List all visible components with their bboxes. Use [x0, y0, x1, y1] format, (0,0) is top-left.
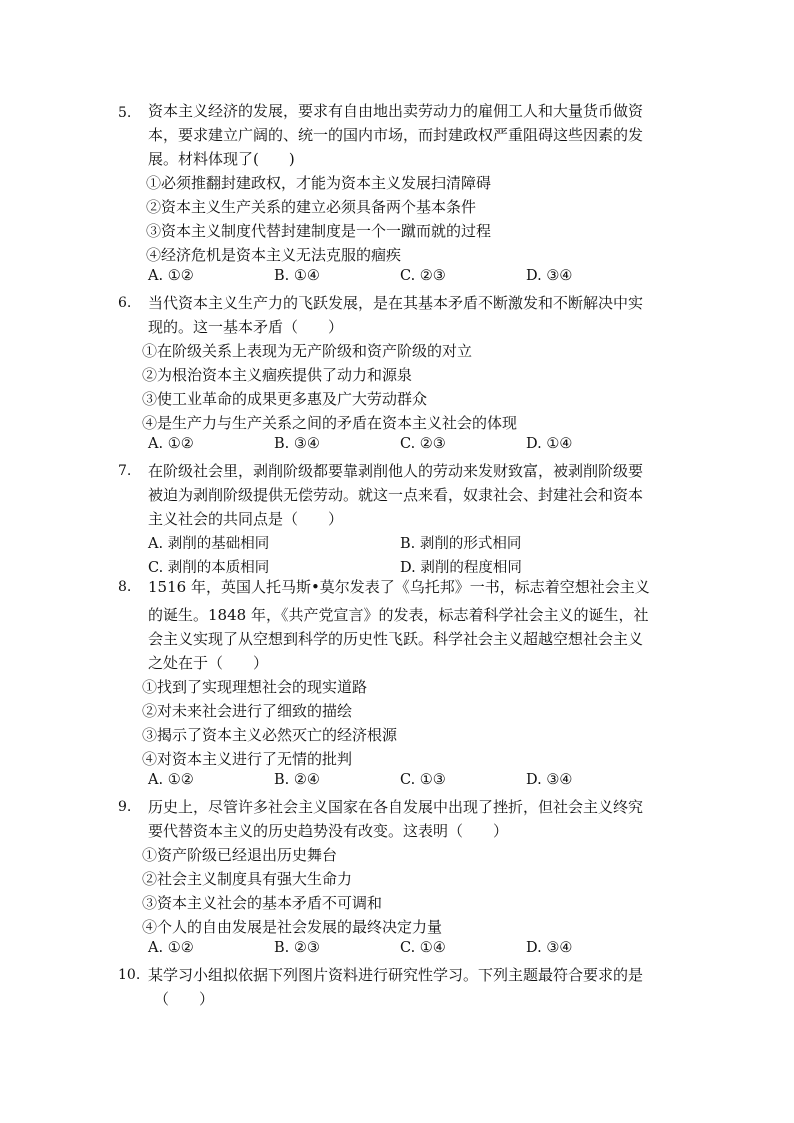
question-7	[118, 460, 678, 578]
question-text-line: 1516 年，英国人托马斯•莫尔发表了《乌托邦》一书，标志着空想社会主义	[148, 578, 650, 596]
statement-item: ②对未来社会进行了细致的描绘	[142, 702, 353, 720]
option-b[interactable]: B. ③④	[274, 436, 320, 452]
question-number: 7.	[118, 463, 132, 479]
question-text-line: （ ）	[154, 990, 215, 1008]
statement-item: ④是生产力与生产关系之间的矛盾在资本主义社会的体现	[142, 414, 518, 432]
statement-item: ①必须推翻封建政权，才能为资本主义发展扫清障碍	[146, 174, 492, 192]
question-text-line: 主义社会的共同点是（ ）	[148, 510, 344, 528]
statement-item: ④个人的自由发展是社会发展的最终决定力量	[142, 918, 443, 936]
option-d[interactable]: D. ③④	[526, 940, 573, 956]
question-text-line: 当代资本主义生产力的飞跃发展，是在其基本矛盾不断激发和不断解决中实	[148, 294, 644, 312]
question-text-line: 会主义实现了从空想到科学的历史性飞跃。科学社会主义超越空想社会主义	[148, 630, 644, 648]
option-b[interactable]: B. ②③	[274, 940, 320, 956]
option-a[interactable]: A. ①②	[148, 436, 194, 452]
answer-options	[148, 532, 678, 580]
answer-options	[148, 772, 678, 792]
option-d[interactable]: D. ③④	[526, 772, 573, 788]
statement-item: ③资本主义制度代替封建制度是一个一蹴而就的过程	[146, 222, 492, 240]
statement-item: ②资本主义生产关系的建立必须具备两个基本条件	[146, 198, 477, 216]
option-b[interactable]: B. ①④	[274, 268, 320, 284]
question-number: 8.	[118, 579, 132, 595]
question-text-line: 现的。这一基本矛盾（ ）	[148, 318, 344, 336]
question-number: 9.	[118, 799, 132, 815]
answer-options	[148, 436, 678, 456]
option-d[interactable]: D. ①④	[526, 436, 573, 452]
statement-item: ①在阶级关系上表现为无产阶级和资产阶级的对立	[142, 342, 473, 360]
statement-item: ④对资本主义进行了无情的批判	[142, 750, 353, 768]
statement-item: ②为根治资本主义痼疾提供了动力和源泉	[142, 366, 413, 384]
question-text-line: 本，要求建立广阔的、统一的国内市场，而封建政权严重阻碍这些因素的发	[148, 126, 644, 144]
statement-item: ②社会主义制度具有强大生命力	[142, 870, 353, 888]
question-number: 6.	[118, 295, 132, 311]
option-a[interactable]: A. ①②	[148, 940, 194, 956]
option-d[interactable]: D. 剥削的程度相同	[400, 560, 522, 576]
statement-item: ③使工业革命的成果更多惠及广大劳动群众	[142, 390, 428, 408]
option-c[interactable]: C. ①③	[400, 772, 446, 788]
question-5	[118, 100, 678, 290]
question-number: 5.	[118, 105, 132, 121]
question-10	[118, 964, 678, 1014]
question-text-line: 要代替资本主义的历史趋势没有改变。这表明（ ）	[148, 822, 509, 840]
statement-item: ④经济危机是资本主义无法克服的痼疾	[146, 246, 402, 264]
option-c[interactable]: C. 剥削的本质相同	[148, 560, 270, 576]
question-text-line: 某学习小组拟依据下列图片资料进行研究性学习。下列主题最符合要求的是	[148, 966, 644, 984]
option-a[interactable]: A. ①②	[148, 268, 194, 284]
question-6	[118, 292, 678, 462]
option-a[interactable]: A. 剥削的基础相同	[148, 536, 270, 552]
question-text-line: 展。材料体现了( )	[148, 150, 295, 168]
question-9	[118, 796, 678, 966]
option-b[interactable]: B. 剥削的形式相同	[400, 536, 522, 552]
question-text-line: 被迫为剥削阶级提供无偿劳动。就这一点来看，奴隶社会、封建社会和资本	[148, 486, 644, 504]
question-text-line: 历史上，尽管许多社会主义国家在各自发展中出现了挫折，但社会主义终究	[148, 798, 644, 816]
question-number: 10.	[118, 967, 141, 983]
answer-options	[148, 940, 678, 960]
statement-item: ①资产阶级已经退出历史舞台	[142, 846, 338, 864]
option-b[interactable]: B. ②④	[274, 772, 320, 788]
option-c[interactable]: C. ①④	[400, 940, 446, 956]
option-c[interactable]: C. ②③	[400, 268, 446, 284]
answer-options	[148, 268, 678, 288]
option-a[interactable]: A. ①②	[148, 772, 194, 788]
question-text-line: 在阶级社会里，剥削阶级都要靠剥削他人的劳动来发财致富，被剥削阶级要	[148, 462, 644, 480]
question-text-line: 资本主义经济的发展，要求有自由地出卖劳动力的雇佣工人和大量货币做资	[148, 102, 644, 120]
question-8	[118, 576, 678, 796]
option-d[interactable]: D. ③④	[526, 268, 573, 284]
option-c[interactable]: C. ②③	[400, 436, 446, 452]
question-text-line: 之处在于（ ）	[148, 654, 269, 672]
statement-item: ③揭示了资本主义必然灭亡的经济根源	[142, 726, 398, 744]
statement-item: ①找到了实现理想社会的现实道路	[142, 678, 368, 696]
statement-item: ③资本主义社会的基本矛盾不可调和	[142, 894, 383, 912]
question-text-line: 的诞生。1848 年，《共产党宣言》的发表，标志着科学社会主义的诞生，社	[148, 606, 649, 624]
